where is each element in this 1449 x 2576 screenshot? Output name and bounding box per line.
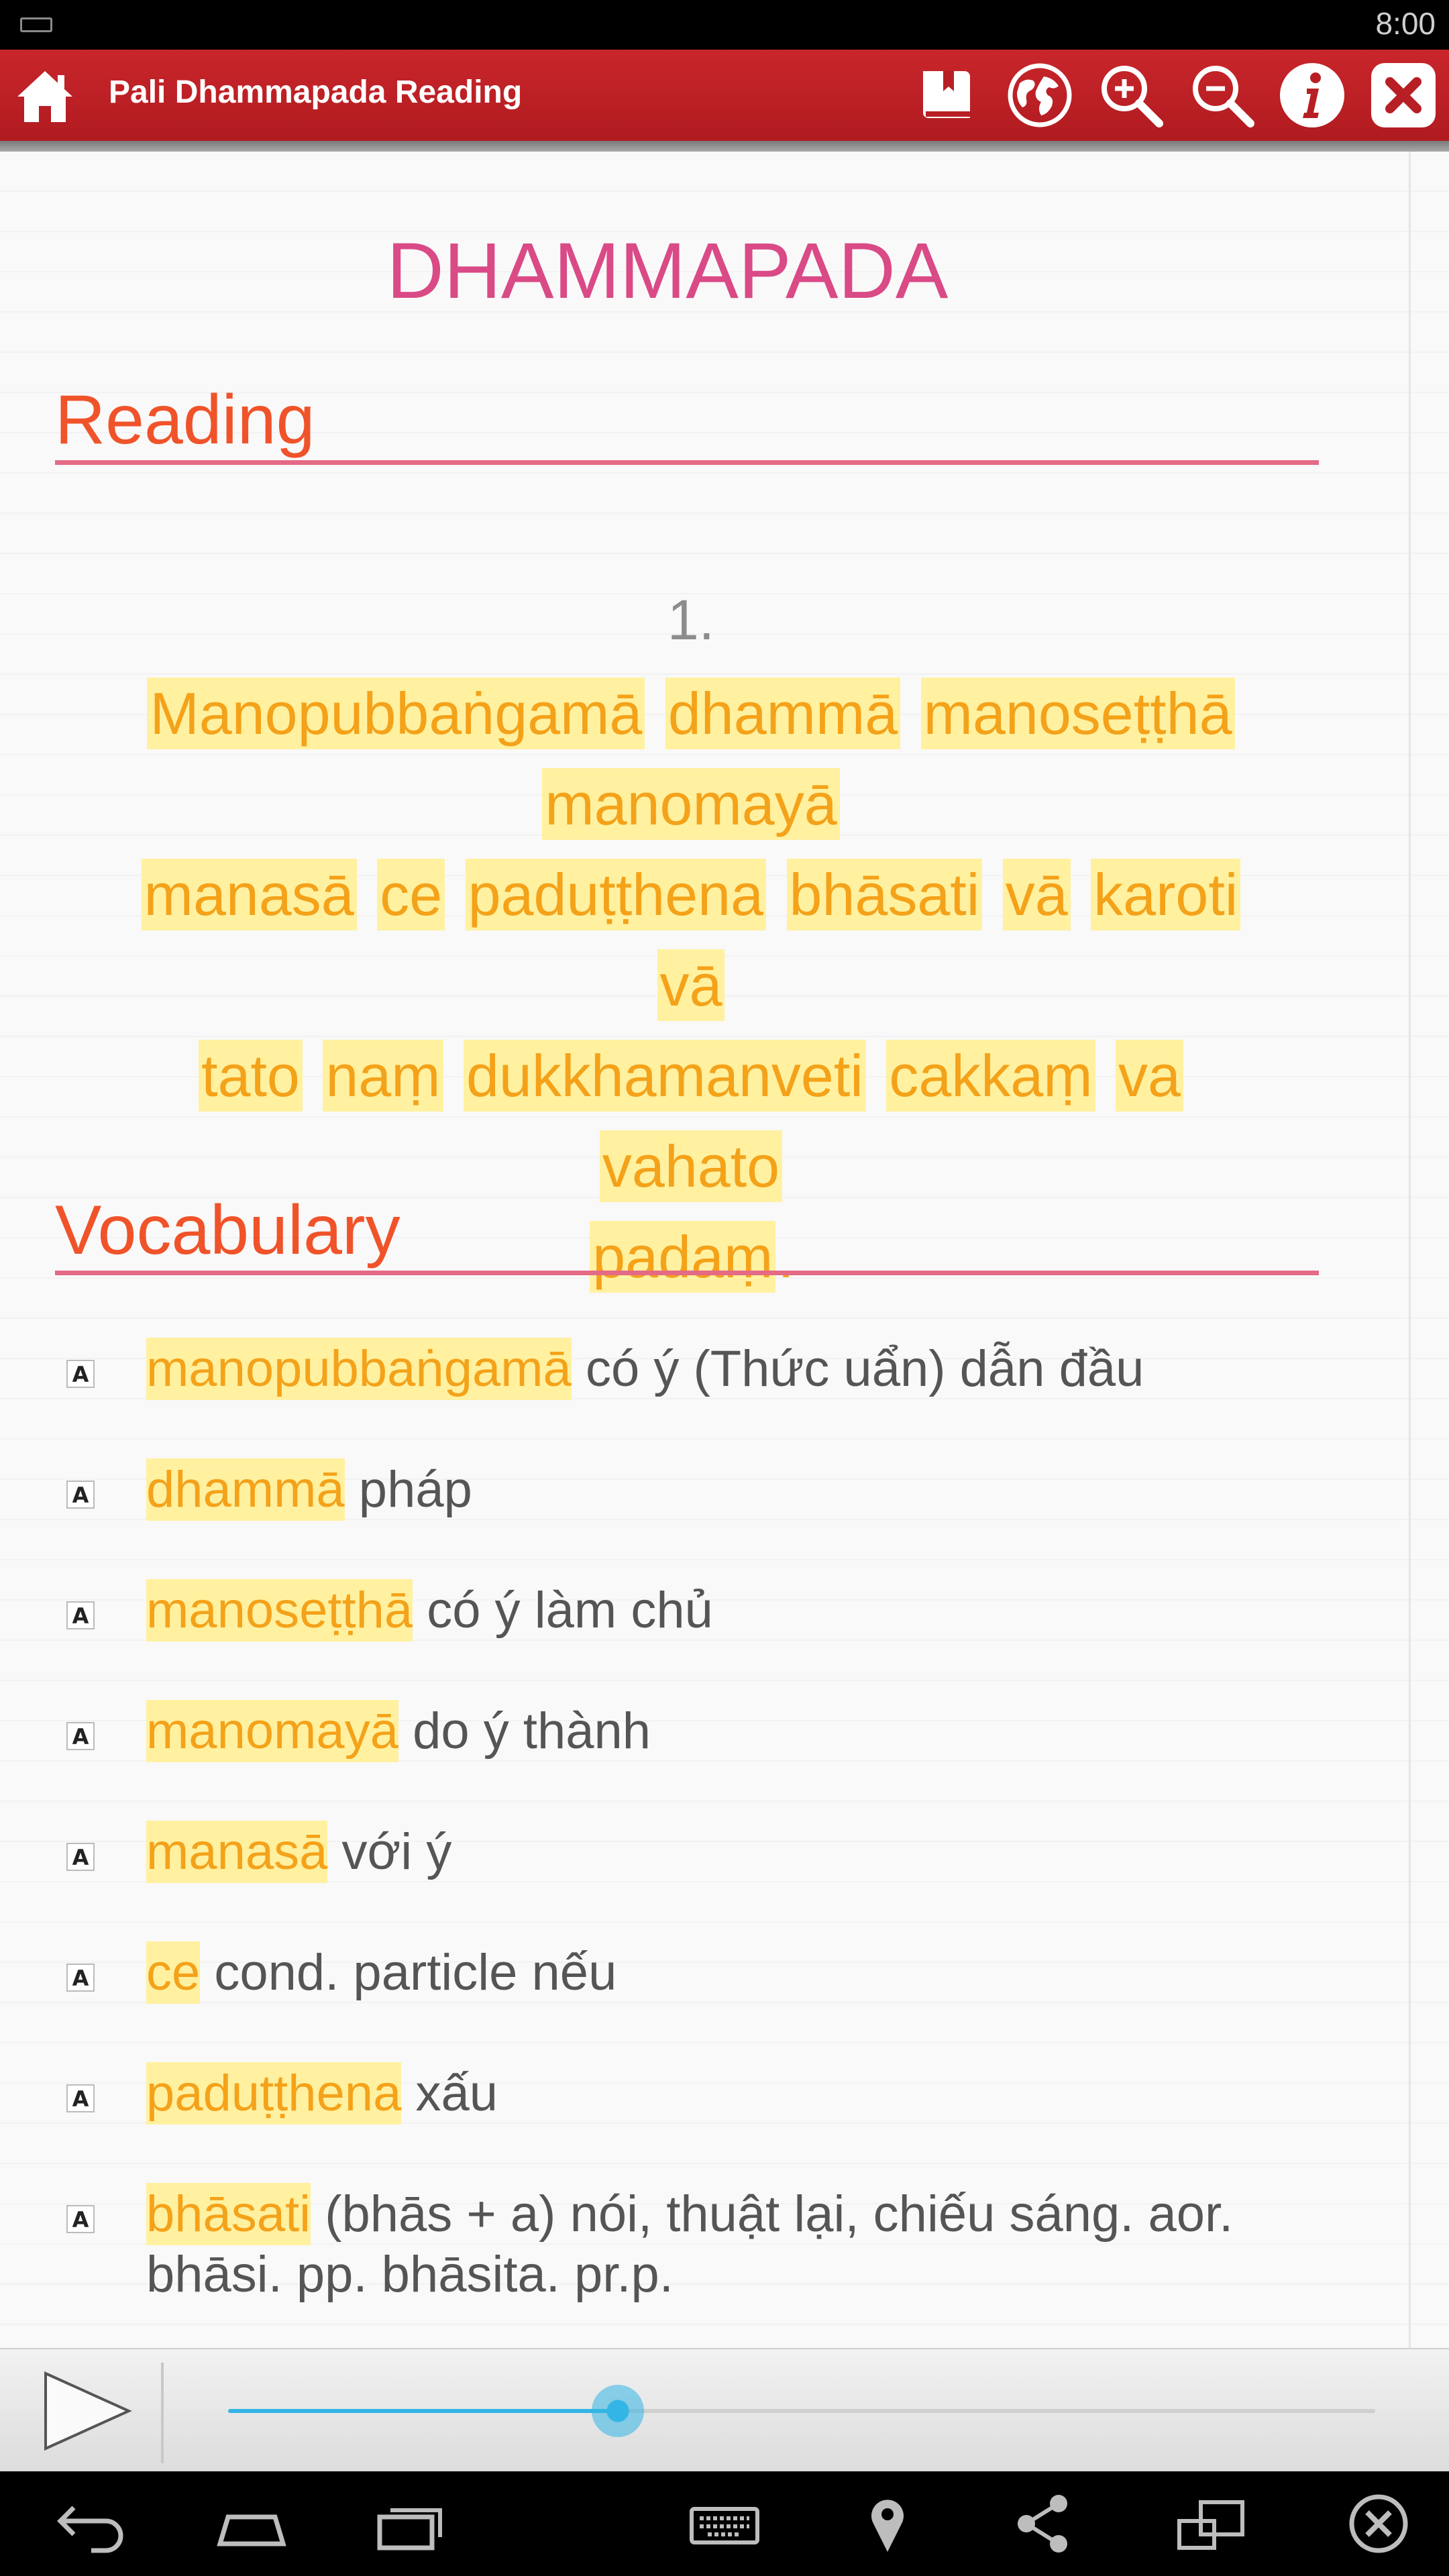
system-navigation-bar [0,2471,1449,2576]
vocabulary-meaning: pháp [344,1461,472,1518]
pali-word[interactable]: manomayā [542,768,839,840]
verse-end-punctuation: . [777,1224,794,1290]
font-a-icon [66,2084,95,2113]
pali-word[interactable]: va [1116,1040,1183,1112]
divider [161,2363,164,2463]
svg-text:A: A [72,1845,89,1870]
back-button[interactable] [54,2490,127,2557]
svg-text:A: A [72,1603,89,1629]
play-button[interactable] [40,2369,134,2453]
svg-text:A: A [72,2086,89,2112]
vocabulary-meaning: có ý (Thức uẩn) dẫn đầu [571,1340,1144,1397]
vocabulary-item[interactable] [0,1822,1409,1943]
vocabulary-word[interactable]: ce [146,1941,200,2004]
vocabulary-word[interactable]: manomayā [146,1700,398,1762]
back-icon [54,2490,127,2557]
vocabulary-word[interactable]: paduṭṭhena [146,2062,401,2125]
pali-word[interactable]: cakkaṃ [886,1040,1095,1112]
info-icon [1277,60,1347,130]
home-nav-button[interactable] [215,2490,288,2557]
zoom-out-button[interactable] [1186,59,1258,131]
pali-word[interactable]: padaṃ [590,1221,775,1293]
pali-word[interactable]: vā [657,949,725,1021]
verse-line [107,849,1275,1030]
zoom-in-icon [1096,60,1166,130]
vocabulary-item[interactable] [0,2184,1409,2348]
seek-bar-progress [228,2409,618,2413]
info-button[interactable] [1276,59,1348,131]
pali-word[interactable]: tato [199,1040,303,1112]
close-icon [1368,60,1438,130]
play-icon [40,2369,134,2453]
svg-text:A: A [72,1362,89,1387]
vocabulary-meaning: cond. particle nếu [200,1944,617,2001]
zoom-in-button[interactable] [1095,59,1167,131]
keyboard-button[interactable] [688,2490,761,2557]
share-icon [1006,2490,1080,2557]
recent-apps-button[interactable] [376,2490,449,2557]
vocabulary-item[interactable] [0,1943,1409,2063]
status-bar [0,0,1449,50]
vocabulary-meaning: do ý thành [398,1703,651,1760]
font-a-icon [66,2204,95,2234]
close-button[interactable] [1367,59,1440,131]
vocabulary-item[interactable] [0,1460,1409,1580]
pali-word[interactable]: paduṭṭhena [466,859,766,930]
audio-player-bar [0,2348,1449,2473]
vocabulary-meaning: (bhās + a) nói, thuật lại, chiếu sáng. aor. bhāsi. pp. bhāsita. pr.p. [146,2186,1234,2303]
language-button[interactable] [1004,59,1076,131]
vocabulary-heading: Vocabulary [55,1190,1319,1275]
seek-bar-thumb[interactable] [592,2385,644,2437]
reading-heading: Reading [55,380,1319,465]
status-clock: 8:00 [1375,6,1436,41]
bookmark-button[interactable] [914,59,986,131]
font-a-icon [66,1721,95,1751]
vocabulary-item[interactable] [0,1339,1409,1460]
vocabulary-meaning: xấu [401,2065,498,2122]
vocabulary-word[interactable]: manopubbaṅgamā [146,1338,572,1400]
font-a-icon [66,1480,95,1509]
screen-rotate-icon [1174,2490,1248,2557]
svg-text:A: A [72,1483,89,1508]
document-title: DHAMMAPADA [386,227,949,315]
pali-word[interactable]: dhammā [665,678,900,749]
pali-word[interactable]: vā [1003,859,1071,930]
home-button[interactable] [13,64,76,127]
keyboard-icon [688,2490,761,2557]
vocabulary-word[interactable]: manoseṭṭhā [146,1579,413,1642]
seek-bar[interactable] [228,2409,1375,2413]
verse-line [107,668,1275,759]
home-outline-icon [215,2490,288,2557]
close-circle-icon [1342,2490,1415,2557]
location-button[interactable] [851,2490,924,2557]
font-a-icon [66,1963,95,1992]
location-icon [851,2490,924,2557]
pali-word[interactable]: manasā [142,859,357,930]
pali-word[interactable]: karoti [1091,859,1240,930]
verse-line [107,759,1275,849]
close-app-button[interactable] [1342,2490,1415,2557]
verse-line [107,1030,1275,1212]
action-bar [0,50,1449,141]
vocabulary-word[interactable]: manasā [146,1821,327,1883]
zoom-out-icon [1187,60,1257,130]
vocabulary-item[interactable] [0,2063,1409,2184]
bookmark-book-icon [916,62,983,129]
vocabulary-word[interactable]: dhammā [146,1458,345,1521]
keyboard-icon [20,17,52,32]
share-button[interactable] [1006,2490,1080,2557]
verse-number: 1. [667,588,715,651]
font-a-icon [66,1601,95,1630]
pali-word[interactable]: ce [377,859,445,930]
vocabulary-item[interactable] [0,1701,1409,1822]
screen-rotate-button[interactable] [1174,2490,1248,2557]
font-a-icon [66,1842,95,1872]
globe-icon [1005,60,1075,130]
vocabulary-word[interactable]: bhāsati [146,2183,311,2245]
svg-text:A: A [72,1724,89,1750]
pali-word[interactable]: dukkhamanveti [464,1040,866,1112]
vocabulary-meaning: với ý [327,1823,452,1880]
reading-content[interactable] [0,152,1449,2348]
pali-word[interactable]: bhāsati [787,859,983,930]
pali-word[interactable]: naṃ [323,1040,443,1112]
action-bar-shadow [0,141,1449,152]
svg-text:A: A [72,2207,89,2233]
recent-apps-icon [376,2490,449,2557]
pali-word[interactable]: vahato [600,1130,782,1202]
app-title: Pali Dhammapada Reading [109,74,523,110]
vocabulary-list [0,1339,1409,2348]
pali-word[interactable]: manoseṭṭhā [921,678,1235,749]
vocabulary-item[interactable] [0,1580,1409,1701]
home-icon [13,64,76,127]
vocabulary-meaning: có ý làm chủ [413,1582,713,1639]
pali-word[interactable]: Manopubbaṅgamā [147,678,645,749]
page-margin-line [1409,152,1411,2348]
font-a-icon [66,1359,95,1389]
svg-text:A: A [72,1966,89,1991]
